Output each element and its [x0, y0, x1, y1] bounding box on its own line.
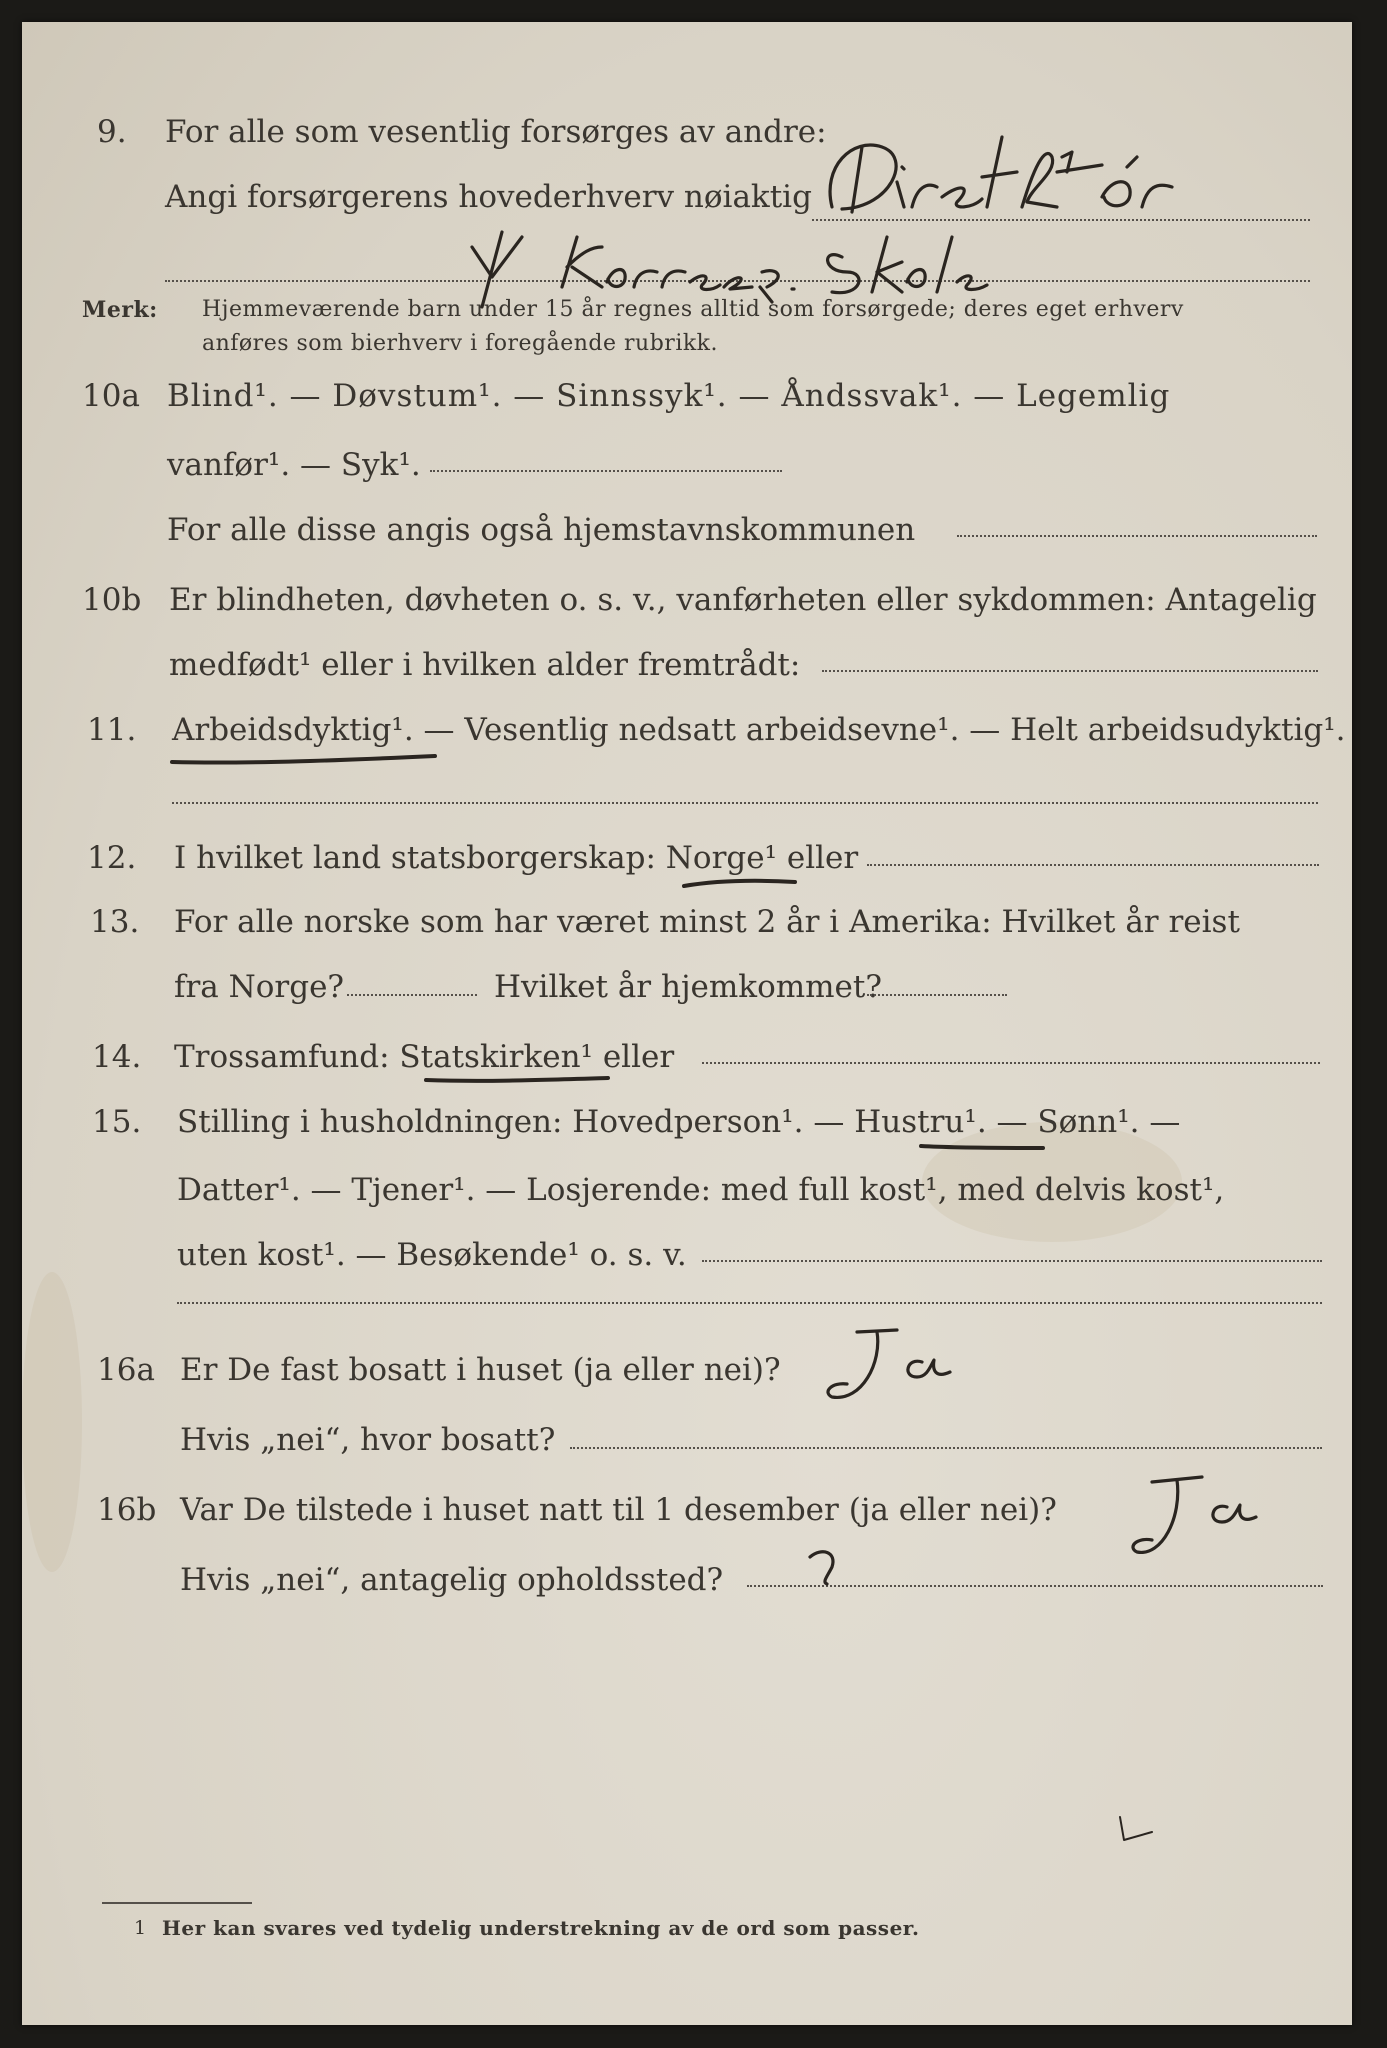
q10b-number: 10b — [82, 582, 142, 618]
q16a-question-line2: Hvis „nei“, hvor bosatt? — [180, 1422, 556, 1458]
q10a-answer-line1 — [430, 470, 782, 472]
merk-label: Merk: — [82, 297, 158, 323]
q9-question-line2: Angi forsørgerens hovederhverv nøiaktig — [165, 179, 812, 215]
footnote-rule — [102, 1902, 252, 1904]
q13-answer-hjemkommet — [867, 994, 1007, 996]
q10a-number: 10a — [82, 378, 140, 414]
q16a-question-line1: Er De fast bosatt i huset (ja eller nei)? — [180, 1352, 781, 1388]
q15-question-line1: Stilling i husholdningen: Hovedperson¹. — Hustru¹. — Sønn¹. — — [177, 1104, 1181, 1140]
q16b-handwritten-mark — [802, 1542, 862, 1592]
q12-number: 12. — [87, 840, 137, 876]
q15-underline-hustru — [917, 1134, 1047, 1158]
q15-number: 15. — [92, 1104, 142, 1140]
q16b-handwritten-answer — [1112, 1462, 1312, 1572]
q13-question-line2b: Hvilket år hjemkommet? — [494, 969, 882, 1005]
footnote-text: Her kan svares ved tydelig understrekning av de ord som passer. — [162, 1916, 920, 1940]
q10b-answer-line — [822, 670, 1318, 672]
q16a-number: 16a — [97, 1352, 155, 1388]
q10a-question-line3: For alle disse angis også hjemstavnskommunen — [167, 512, 916, 548]
q11-underline-arbeidsdyktig — [170, 742, 440, 772]
q12-answer-line — [867, 864, 1319, 866]
q10b-question-line1: Er blindheten, døvheten o. s. v., vanførheten eller sykdommen: Antagelig — [169, 582, 1317, 618]
q14-answer-line — [702, 1062, 1320, 1064]
footnote-mark: 1 — [134, 1917, 147, 1939]
q11-answer-line — [172, 802, 1318, 804]
q10a-question-line1: Blind¹. — Døvstum¹. — Sinnssyk¹. — Åndssvak¹. — Legemlig — [167, 378, 1171, 414]
q9-handwritten-answer-1 — [812, 127, 1242, 227]
q11-question-line1: Arbeidsdyktig¹. — Vesentlig nedsatt arbeidsevne¹. — Helt arbeidsudyktig¹. — [172, 712, 1346, 748]
q16a-handwritten-answer — [802, 1312, 1002, 1412]
q12-question-line1: I hvilket land statsborgerskap: Norge¹ eller — [174, 840, 859, 876]
q11-number: 11. — [87, 712, 137, 748]
q14-underline-statskirken — [422, 1068, 612, 1092]
q12-underline-norge — [680, 870, 800, 894]
paper-stain — [22, 1272, 82, 1572]
q13-number: 13. — [90, 904, 140, 940]
q13-question-line1: For alle norske som har været minst 2 år i Amerika: Hvilket år reist — [174, 904, 1240, 940]
q14-number: 14. — [92, 1039, 142, 1075]
q10a-question-line2: vanfør¹. — Syk¹. — [167, 447, 421, 483]
q10a-answer-line2 — [957, 535, 1317, 537]
q15-question-line3: uten kost¹. — Besøkende¹ o. s. v. — [177, 1237, 687, 1273]
q13-answer-reist — [347, 994, 477, 996]
check-mark-icon — [1112, 1812, 1162, 1852]
q16b-question-line1: Var De tilstede i huset natt til 1 desember (ja eller nei)? — [180, 1492, 1057, 1528]
q16b-number: 16b — [97, 1492, 157, 1528]
q15-question-line2: Datter¹. — Tjener¹. — Losjerende: med full kost¹, med delvis kost¹, — [177, 1172, 1225, 1208]
census-form-page — [22, 22, 1352, 2025]
q9-number: 9. — [97, 114, 127, 150]
q13-question-line2a: fra Norge? — [174, 969, 345, 1005]
merk-text-line1: Hjemmeværende barn under 15 år regnes alltid som forsørgede; deres eget erhverv — [202, 297, 1184, 322]
q15-answer-line1 — [702, 1260, 1322, 1262]
q14-question-line1: Trossamfund: Statskirken¹ eller — [174, 1039, 675, 1075]
merk-text-line2: anføres som bierhverv i foregående rubrikk. — [202, 331, 719, 356]
q10b-question-line2: medfødt¹ eller i hvilken alder fremtrådt: — [169, 647, 801, 683]
q16a-answer-line — [570, 1447, 1322, 1449]
q9-question-line1: For alle som vesentlig forsørges av andre: — [165, 114, 827, 150]
q16b-question-line2: Hvis „nei“, antagelig opholdssted? — [180, 1562, 724, 1598]
q15-answer-line2 — [177, 1302, 1322, 1304]
